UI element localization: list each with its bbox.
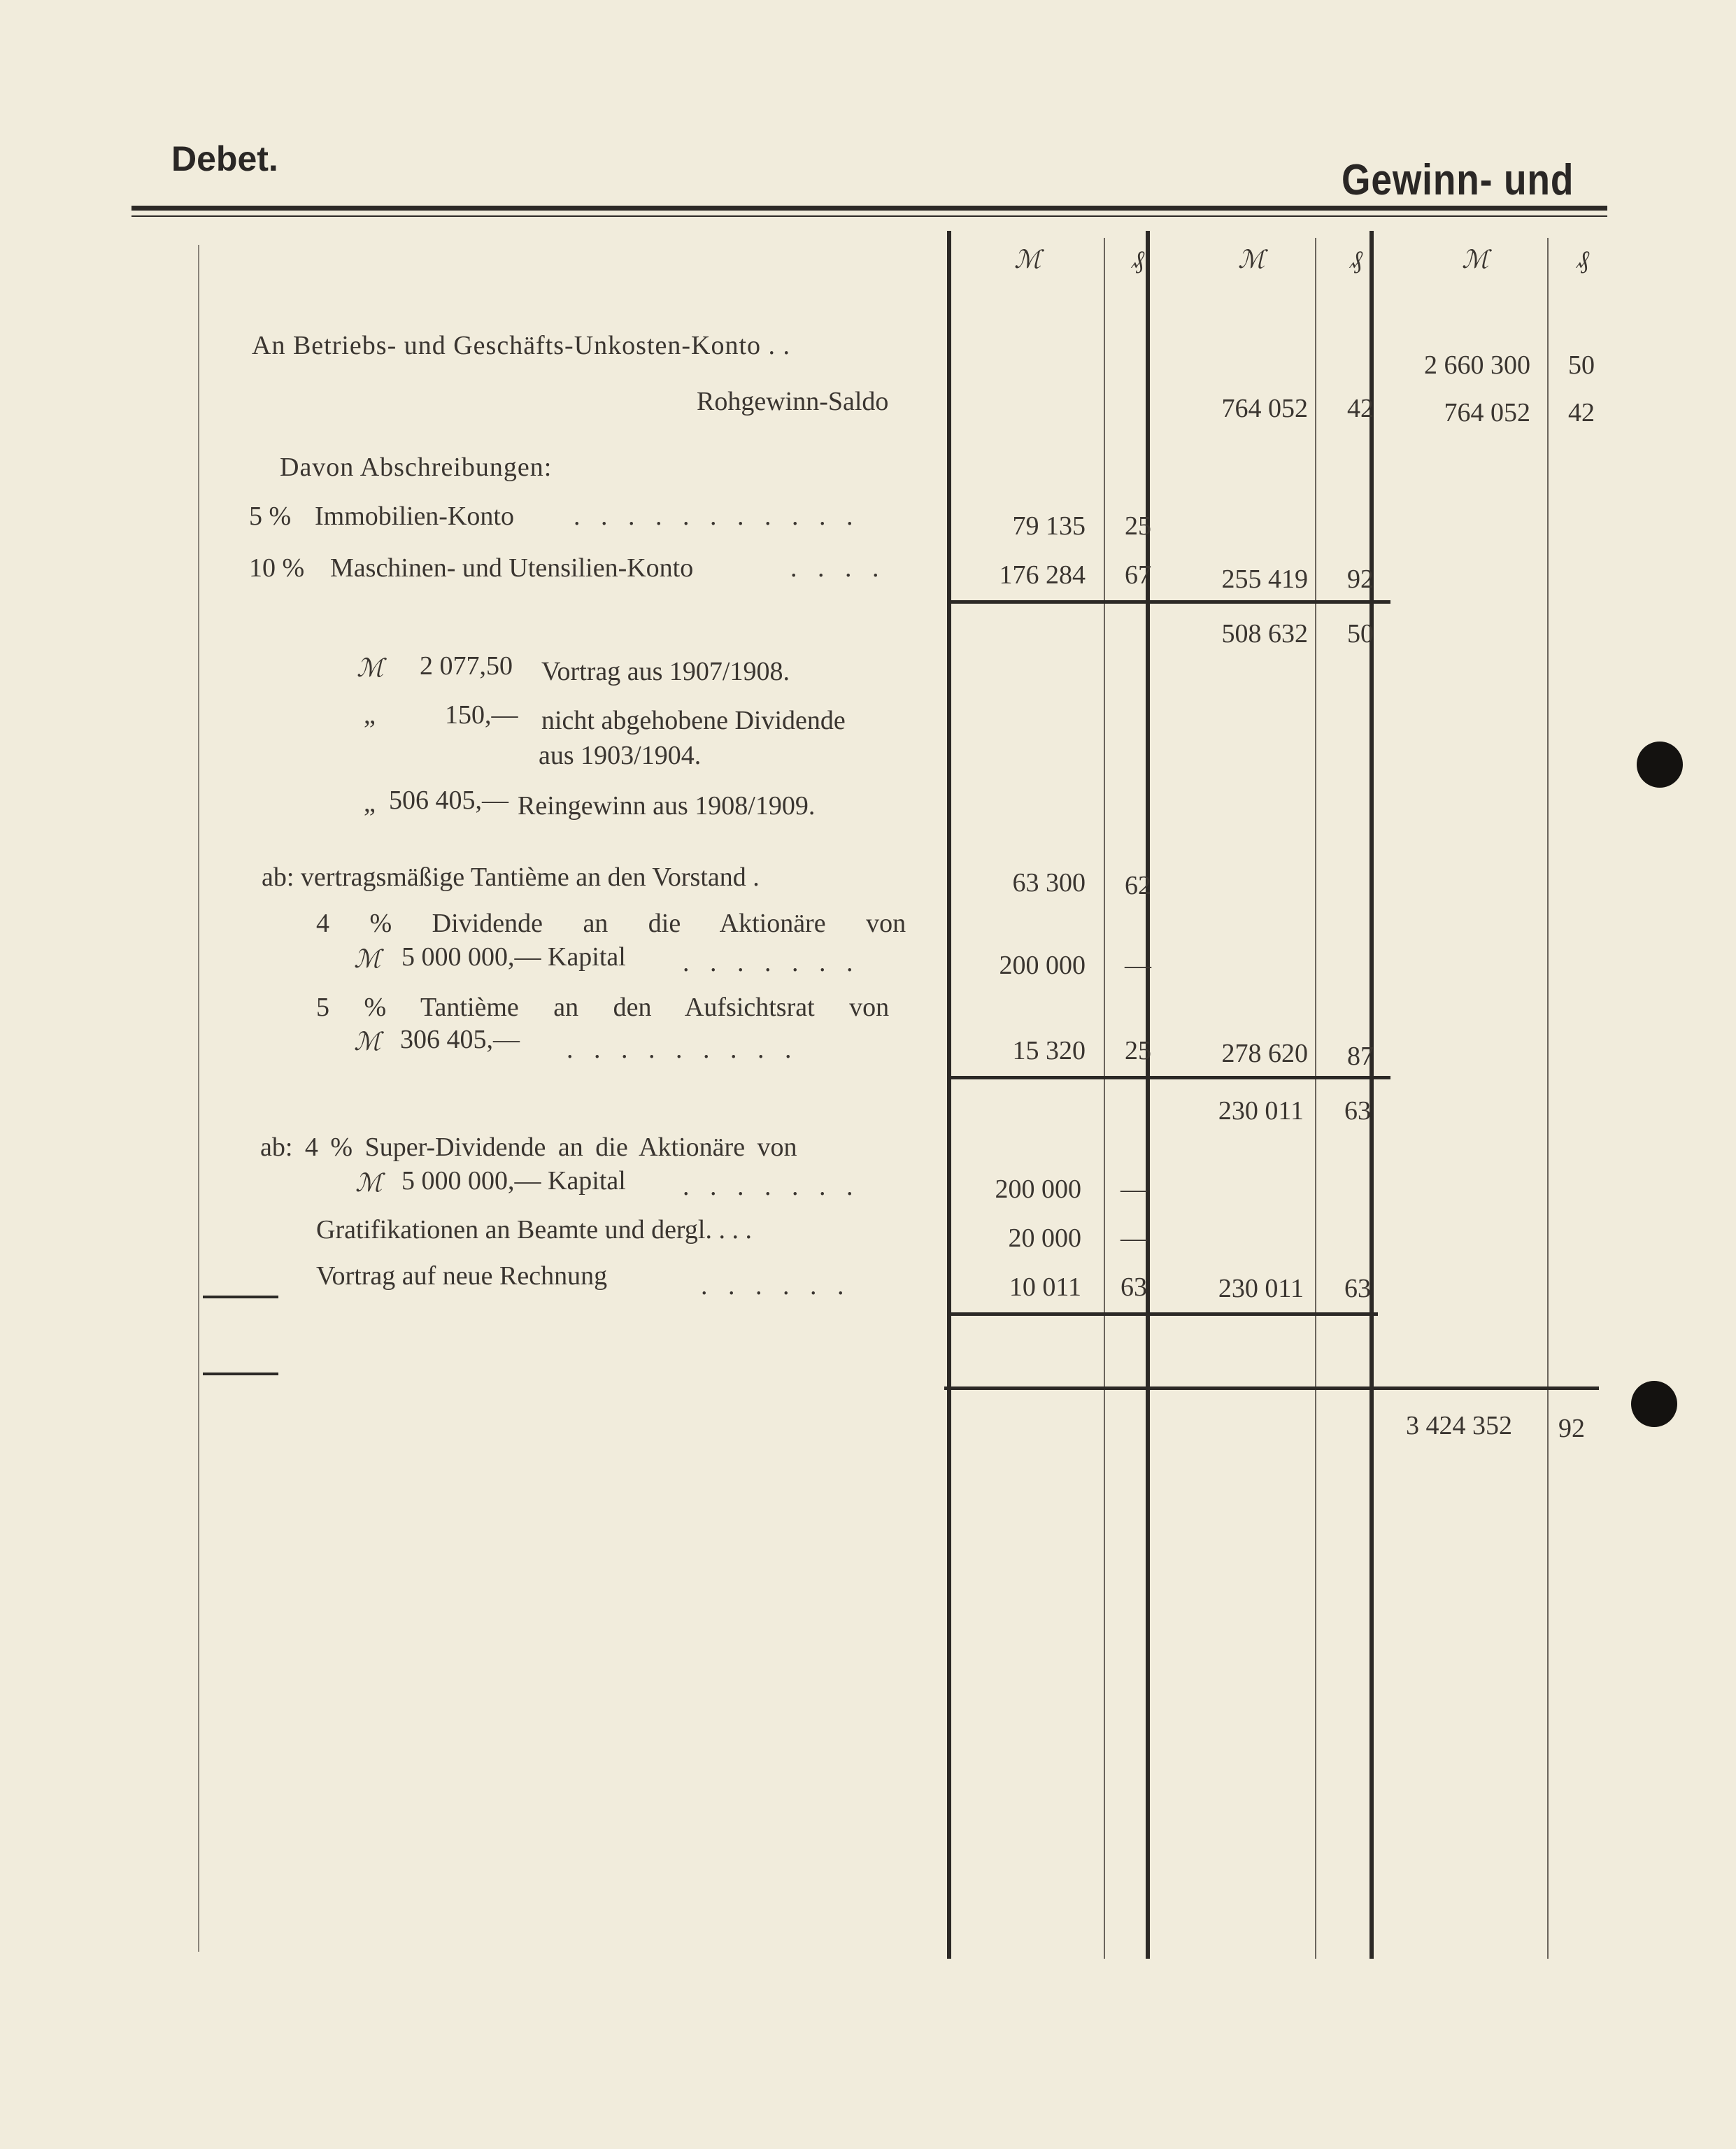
subtotal-rule-1 [951, 600, 1390, 604]
col2-pf-header: ₰ [1350, 246, 1363, 274]
vortrag-currency: ℳ [357, 654, 384, 682]
vortrag-amount: 2 077,50 [420, 651, 513, 681]
gross-profit-c3-mark: 764 052 [1444, 398, 1530, 427]
subtotal-1-pf: 50 [1347, 619, 1374, 648]
carry-forward-dots: . . . . . . [701, 1271, 851, 1300]
line-supervisory-bonus: 5 % Tantième an den Aufsichtsrat von [316, 993, 890, 1022]
line-net-profit: Reingewinn aus 1908/1909. [518, 791, 816, 821]
machinery-c2-mark: 255 419 [1221, 565, 1308, 594]
real-estate-dots: . . . . . . . . . . . [574, 502, 860, 531]
gross-profit-c2-mark: 764 052 [1221, 394, 1308, 423]
nichtab-ditto: „ [364, 700, 376, 730]
line-depreciation-heading: Davon Abschreibungen: [280, 453, 553, 482]
super-dividend-currency: ℳ [355, 1169, 383, 1197]
header-rule [131, 206, 1607, 211]
left-margin-rule [198, 245, 199, 1952]
total-rule [944, 1386, 1599, 1390]
col1-mark-header: ℳ [1014, 246, 1041, 274]
line-gross-profit: Rohgewinn-Saldo [697, 387, 889, 416]
subtotal-2-mark: 230 011 [1218, 1096, 1304, 1126]
carry-forward-c2-mark: 230 011 [1218, 1274, 1304, 1303]
reingewinn-amount: 506 405,— [389, 786, 508, 815]
dividend-currency: ℳ [354, 945, 381, 973]
subtotal-2-pf: 63 [1344, 1096, 1371, 1126]
reingewinn-ditto: „ [364, 788, 376, 818]
supervisory-currency: ℳ [354, 1028, 381, 1056]
line-machinery: Maschinen- und Utensilien-Konto [330, 553, 694, 583]
column-rule-c2 [1146, 231, 1150, 1959]
col2-mark-header: ℳ [1238, 246, 1265, 274]
header-rule-thin [131, 215, 1607, 217]
gratuities-c1-mark: 20 000 [1008, 1224, 1081, 1253]
column-rule-c1-pf [1104, 238, 1105, 1959]
line-dividend-capital: 5 000 000,— Kapital [401, 942, 626, 972]
line-carry-forward-new: Vortrag auf neue Rechnung [316, 1261, 608, 1291]
line-unclaimed-dividend-year: aus 1903/1904. [539, 741, 702, 770]
line-supervisory-base: 306 405,— [400, 1025, 520, 1054]
col3-mark-header: ℳ [1462, 246, 1489, 274]
dividend-c1-pf: — [1125, 951, 1151, 980]
subtotal-rule-2 [948, 1076, 1390, 1079]
margin-dash-2 [203, 1373, 278, 1375]
supervisory-dots: . . . . . . . . . [567, 1035, 799, 1064]
supervisory-c1-pf: 25 [1125, 1036, 1151, 1065]
line-super-dividend-capital: 5 000 000,— Kapital [401, 1166, 626, 1196]
col1-pf-header: ₰ [1132, 246, 1144, 274]
punch-hole-upper [1637, 742, 1683, 788]
closing-rule [948, 1312, 1378, 1316]
nichtab-amount: 150,— [445, 700, 518, 730]
line-operating-costs: An Betriebs- und Geschäfts-Unkosten-Konto . . [252, 331, 791, 360]
operating-costs-pf: 50 [1568, 350, 1595, 380]
machinery-c2-pf: 92 [1347, 565, 1374, 594]
supervisory-c1-mark: 15 320 [1012, 1036, 1086, 1065]
real-estate-c1-mark: 79 135 [1012, 511, 1086, 541]
machinery-c1-mark: 176 284 [999, 560, 1086, 590]
dividend-dots: . . . . . . . [683, 948, 860, 977]
gross-profit-c2-pf: 42 [1347, 394, 1374, 423]
punch-hole-lower [1631, 1381, 1677, 1427]
board-bonus-c1-pf: 62 [1125, 871, 1151, 900]
carry-forward-c1-mark: 10 011 [1009, 1272, 1081, 1302]
line-board-bonus: ab: vertragsmäßige Tantième an den Vorstand . [262, 863, 760, 892]
col3-pf-header: ₰ [1577, 246, 1589, 274]
carry-forward-c1-pf: 63 [1120, 1272, 1147, 1302]
machinery-dots: . . . . [790, 553, 886, 583]
super-dividend-c1-pf: — [1120, 1175, 1147, 1204]
supervisory-c2-pf: 87 [1347, 1042, 1374, 1071]
immob-percent: 5 % [249, 502, 292, 531]
line-real-estate: Immobilien-Konto [315, 502, 514, 531]
line-dividend: 4 % Dividende an die Aktionäre von [316, 909, 906, 938]
super-dividend-dots: . . . . . . . [683, 1172, 860, 1201]
margin-dash-1 [203, 1296, 278, 1298]
column-rule-c3 [1369, 231, 1374, 1959]
account-title: Gewinn- und [1342, 156, 1574, 204]
total-pf: 92 [1558, 1414, 1585, 1443]
board-bonus-c1-mark: 63 300 [1012, 868, 1086, 898]
machinery-c1-pf: 67 [1125, 560, 1151, 590]
column-rule-main [947, 231, 951, 1959]
supervisory-c2-mark: 278 620 [1221, 1039, 1308, 1068]
gratuities-c1-pf: — [1120, 1224, 1147, 1253]
carry-forward-c2-pf: 63 [1344, 1274, 1371, 1303]
line-gratuities: Gratifikationen an Beamte und dergl. . . . [316, 1215, 752, 1244]
debit-heading: Debet. [171, 139, 278, 178]
masch-percent: 10 % [249, 553, 305, 583]
real-estate-c1-pf: 25 [1125, 511, 1151, 541]
line-carryforward-previous: Vortrag aus 1907/1908. [541, 657, 790, 686]
subtotal-1-mark: 508 632 [1221, 619, 1308, 648]
operating-costs-mark: 2 660 300 [1424, 350, 1530, 380]
gross-profit-c3-pf: 42 [1568, 398, 1595, 427]
line-unclaimed-dividend: nicht abgehobene Dividende [541, 706, 846, 735]
super-dividend-c1-mark: 200 000 [995, 1175, 1081, 1204]
total-mark: 3 424 352 [1406, 1411, 1512, 1440]
line-super-dividend: ab: 4 % Super-Dividende an die Aktionäre von [260, 1133, 797, 1162]
column-rule-c3-pf [1547, 238, 1549, 1959]
dividend-c1-mark: 200 000 [999, 951, 1086, 980]
